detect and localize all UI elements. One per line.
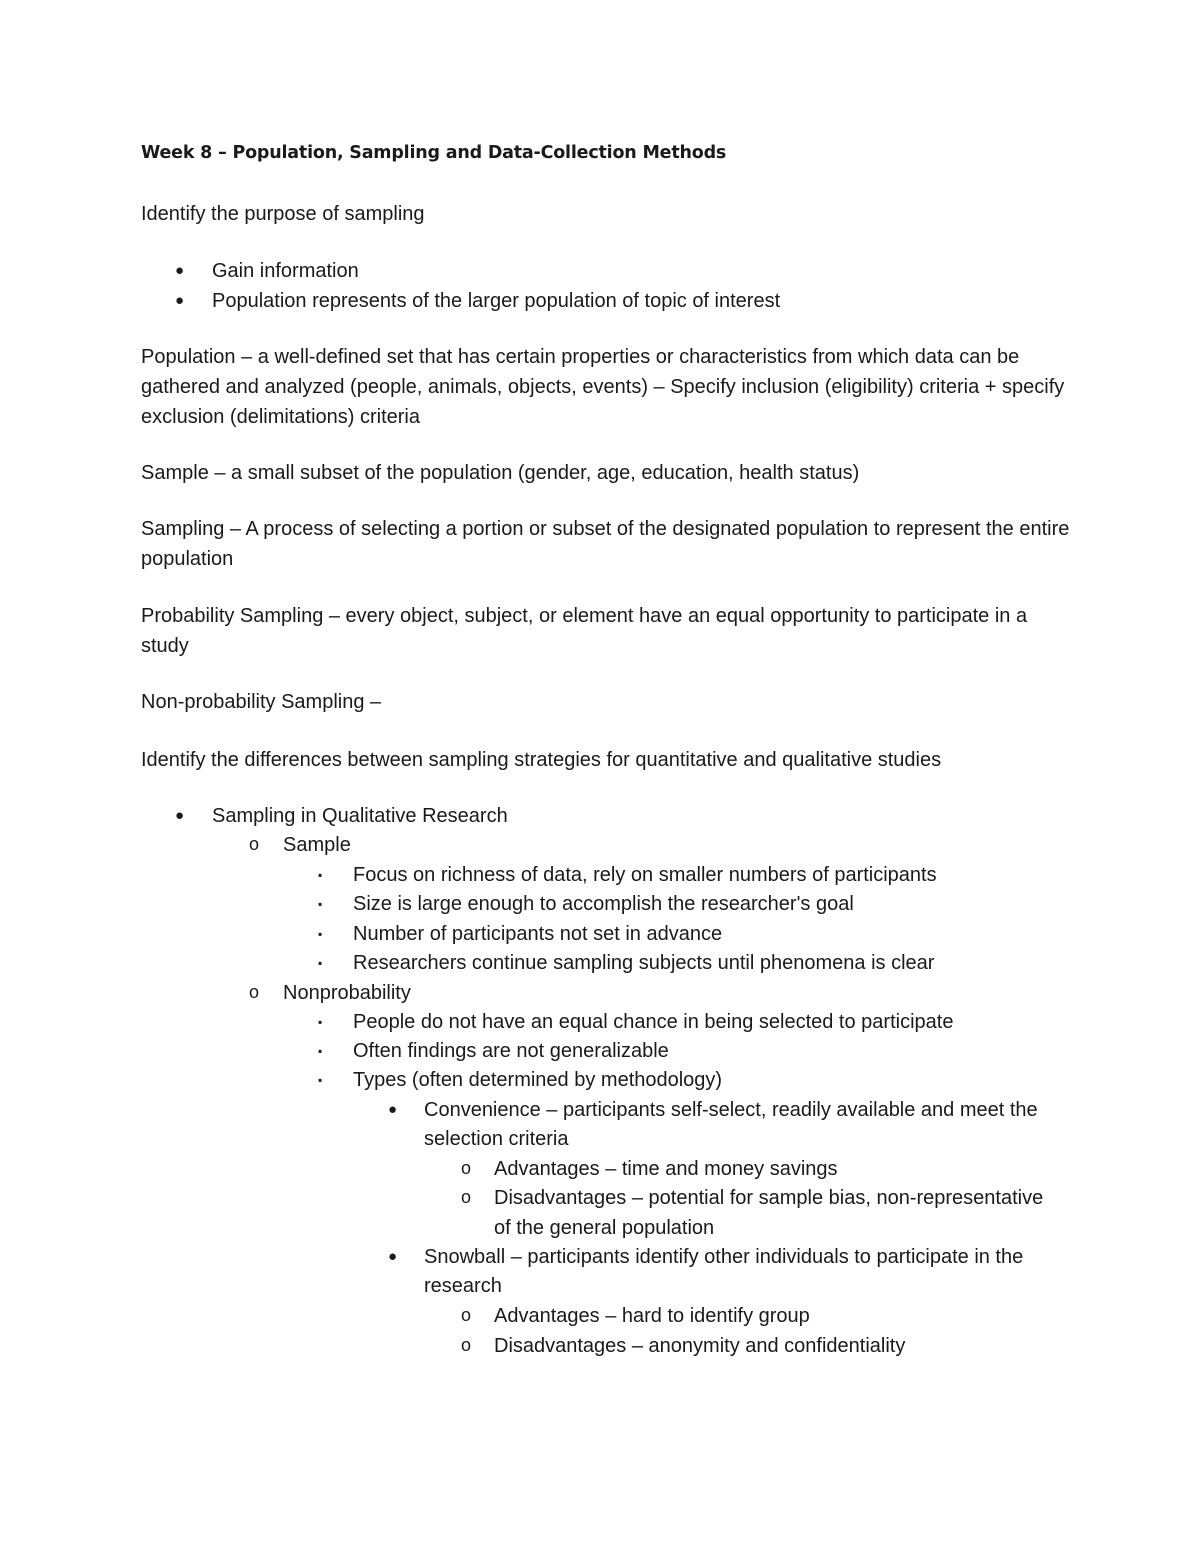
nonprob-item-2: Often findings are not generalizable: [353, 1040, 669, 1062]
circle-bullet-icon: o: [461, 1305, 472, 1325]
circle-bullet-icon: o: [249, 982, 260, 1002]
square-bullet-icon: ▪: [318, 868, 323, 882]
purpose-bullet-2: Population represents of the larger population of topic of interest: [212, 290, 781, 312]
nonprobability-label: Nonprobability: [283, 982, 411, 1004]
nonprob-item-1: People do not have an equal chance in being selected to participate: [353, 1011, 954, 1033]
disc-bullet-icon: ●: [175, 807, 185, 824]
square-bullet-icon: ▪: [318, 1044, 323, 1058]
circle-bullet-icon: o: [249, 834, 260, 854]
purpose-bullet-1: Gain information: [212, 260, 359, 282]
snowball-advantages: Advantages – hard to identify group: [494, 1305, 810, 1327]
sample-item-1: Focus on richness of data, rely on smaller numbers of participants: [353, 864, 937, 886]
probability-definition: Probability Sampling – every object, subject, or element have an equal opportunity to participate in a study: [141, 605, 1028, 657]
purpose-heading: Identify the purpose of sampling: [141, 203, 425, 225]
population-definition: Population – a well-defined set that has certain properties or characteristics from which data can be gathered and analyzed (people, animals, objects, events) – Specify inclusion (eligibility) criteria + specify exclusion (delimitations) criteria: [141, 346, 1065, 428]
disc-bullet-icon: ●: [175, 262, 185, 279]
sample-label: Sample: [283, 834, 351, 856]
square-bullet-icon: ▪: [318, 956, 323, 970]
snowball-line-1: Snowball – participants identify other individuals to participate in the: [424, 1246, 1024, 1268]
nonprobability-definition: Non-probability Sampling –: [141, 691, 382, 713]
circle-bullet-icon: o: [461, 1187, 472, 1207]
sample-item-2: Size is large enough to accomplish the researcher's goal: [353, 893, 854, 915]
sampling-definition: Sampling – A process of selecting a portion or subset of the designated population to represent the entire population: [141, 518, 1070, 570]
page-title: Week 8 – Population, Sampling and Data-Collection Methods: [141, 143, 727, 163]
qualitative-research-item: Sampling in Qualitative Research: [212, 805, 508, 827]
sample-definition: Sample – a small subset of the population (gender, age, education, health status): [141, 462, 860, 484]
convenience-line-1: Convenience – participants self-select, readily available and meet the: [424, 1099, 1038, 1121]
convenience-advantages: Advantages – time and money savings: [494, 1158, 838, 1180]
circle-bullet-icon: o: [461, 1158, 472, 1178]
snowball-line-2: research: [424, 1275, 502, 1297]
differences-heading: Identify the differences between sampling strategies for quantitative and qualitative studies: [141, 749, 942, 771]
disc-bullet-icon: ●: [388, 1248, 398, 1265]
sample-item-4: Researchers continue sampling subjects until phenomena is clear: [353, 952, 935, 974]
square-bullet-icon: ▪: [318, 897, 323, 911]
disc-bullet-icon: ●: [388, 1101, 398, 1118]
square-bullet-icon: ▪: [318, 927, 323, 941]
convenience-disadvantages-line-2: of the general population: [494, 1217, 715, 1239]
disc-bullet-icon: ●: [175, 292, 185, 309]
snowball-disadvantages: Disadvantages – anonymity and confidentiality: [494, 1335, 906, 1357]
sample-item-3: Number of participants not set in advance: [353, 923, 723, 945]
nonprob-item-3: Types (often determined by methodology): [353, 1069, 723, 1091]
convenience-line-2: selection criteria: [424, 1128, 569, 1150]
circle-bullet-icon: o: [461, 1335, 472, 1355]
square-bullet-icon: ▪: [318, 1015, 323, 1029]
convenience-disadvantages-line-1: Disadvantages – potential for sample bias, non-representative: [494, 1187, 1044, 1209]
square-bullet-icon: ▪: [318, 1073, 323, 1087]
